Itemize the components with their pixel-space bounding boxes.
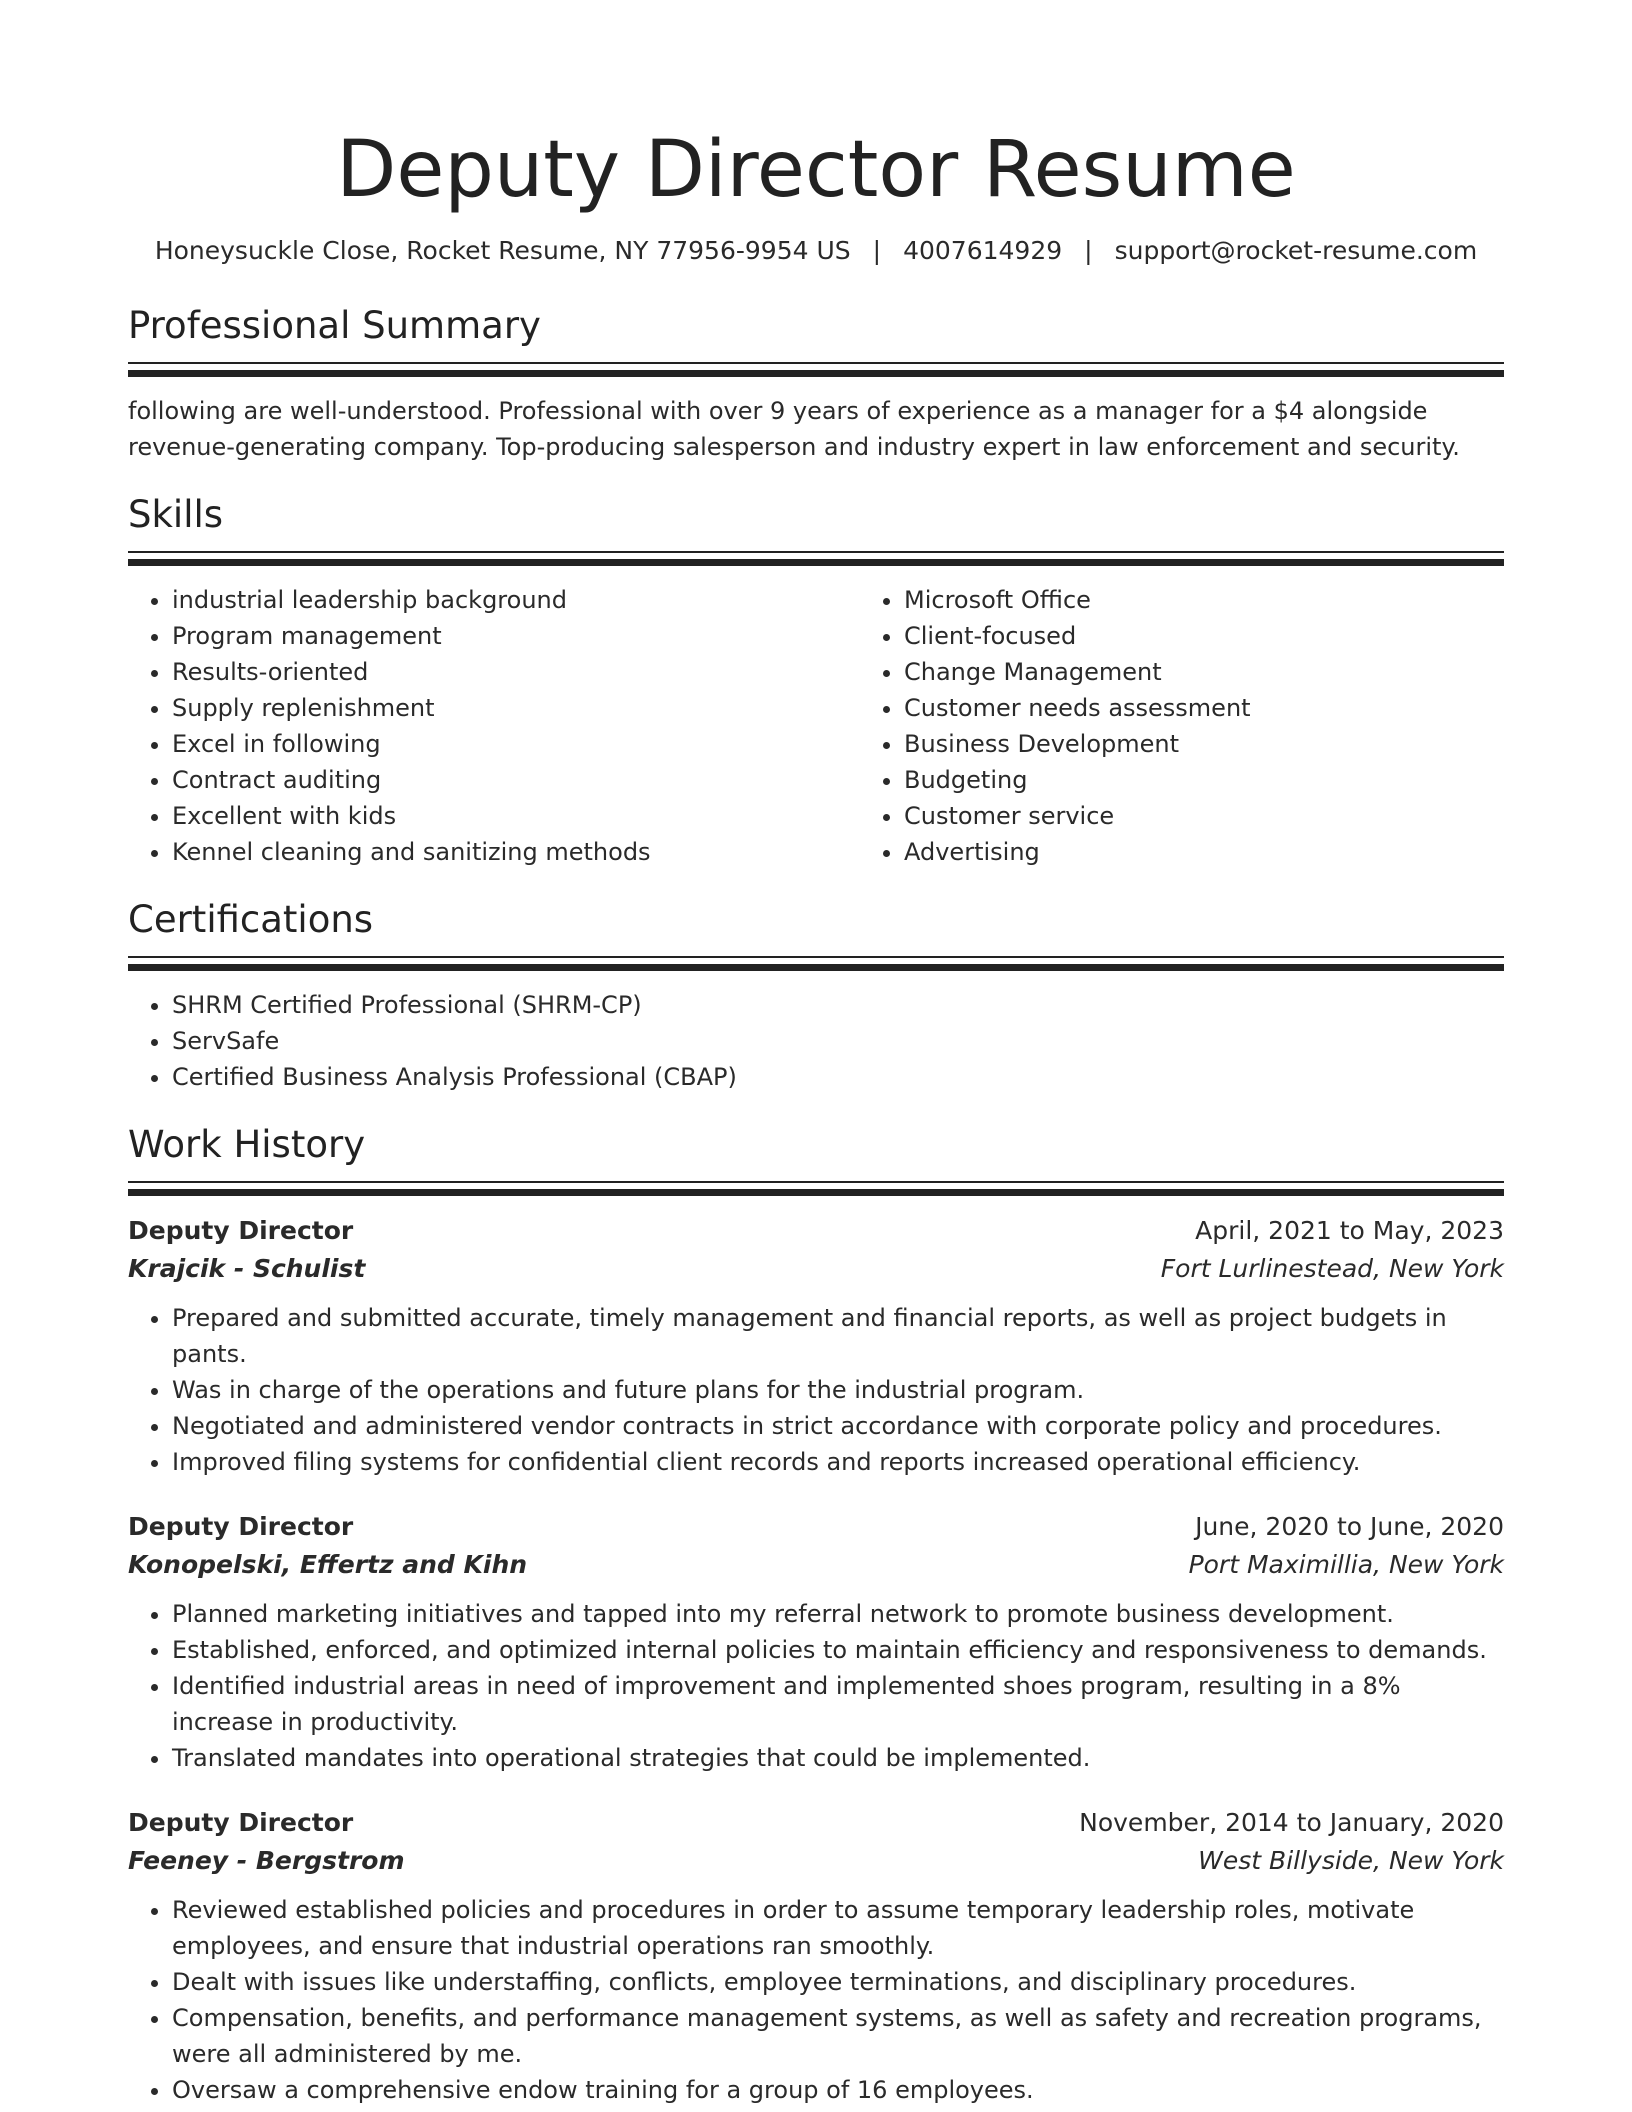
job-bullet: • Planned marketing initiatives and tapped into my referral network to promote business development.	[172, 1596, 1504, 1632]
skills-section	[128, 491, 1504, 870]
certifications-list	[128, 987, 1504, 1095]
job-company: Feeney - Bergstrom	[128, 1846, 405, 1875]
contact-email: support@rocket-resume.com	[1114, 236, 1478, 265]
job-entry	[128, 1212, 1504, 1480]
skill-item: • industrial leadership background	[172, 582, 860, 618]
job-dates: June, 2020 to June, 2020	[1195, 1512, 1504, 1541]
skill-item: • Advertising	[904, 834, 1592, 870]
job-entry	[128, 1508, 1504, 1776]
section-divider-thick	[128, 559, 1504, 566]
section-title-work-history: Work History	[128, 1123, 366, 1166]
job-bullet: • Improved filing systems for confidential client records and reports increased operational efficiency.	[172, 1444, 1504, 1480]
job-header	[128, 1212, 1504, 1250]
job-company: Krajcik - Schulist	[128, 1254, 366, 1283]
section-title-skills: Skills	[128, 493, 224, 536]
skill-item: • Program management	[172, 618, 860, 654]
job-title: Deputy Director	[128, 1808, 354, 1837]
job-dates: November, 2014 to January, 2020	[1079, 1808, 1504, 1837]
job-entry	[128, 1804, 1504, 2108]
skill-item: • Supply replenishment	[172, 690, 860, 726]
skill-item: • Kennel cleaning and sanitizing methods	[172, 834, 860, 870]
job-bullet: • Dealt with issues like understaffing, conflicts, employee terminations, and disciplinary procedures.	[172, 1964, 1504, 2000]
section-title-summary: Professional Summary	[128, 304, 541, 347]
job-bullet: • Compensation, benefits, and performance management systems, as well as safety and recreation programs, were all administered by me.	[172, 2000, 1504, 2072]
job-subheader	[128, 1842, 1504, 1880]
job-subheader	[128, 1250, 1504, 1288]
job-bullet: • Prepared and submitted accurate, timely management and financial reports, as well as project budgets in pants.	[172, 1300, 1504, 1372]
skill-item: • Budgeting	[904, 762, 1592, 798]
certifications-section	[128, 896, 1504, 1095]
section-divider	[128, 551, 1504, 553]
contact-separator: |	[872, 236, 882, 265]
resume-page	[128, 0, 1504, 2108]
skill-item: • Customer service	[904, 798, 1592, 834]
skill-item: • Excel in following	[172, 726, 860, 762]
summary-text: following are well-understood. Professional with over 9 years of experience as a manager for a $4 alongside revenue-generating company. Top-producing salesperson and industry expert in law enforcement and security.	[128, 397, 1460, 461]
skill-item: • Microsoft Office	[904, 582, 1592, 618]
job-bullet: • Identified industrial areas in need of improvement and implemented shoes program, resulting in a 8% increase in productivity.	[172, 1668, 1504, 1740]
skill-item: • Contract auditing	[172, 762, 860, 798]
certification-item: • Certified Business Analysis Professional (CBAP)	[172, 1059, 1504, 1095]
job-header	[128, 1804, 1504, 1842]
job-bullet: • Translated mandates into operational strategies that could be implemented.	[172, 1740, 1504, 1776]
section-divider	[128, 1181, 1504, 1183]
job-bullet: • Negotiated and administered vendor contracts in strict accordance with corporate policy and procedures.	[172, 1408, 1504, 1444]
job-bullets	[128, 1596, 1504, 1776]
job-bullets	[128, 1300, 1504, 1480]
section-divider-thick	[128, 964, 1504, 971]
job-title: Deputy Director	[128, 1512, 354, 1541]
certification-item: • ServSafe	[172, 1023, 1504, 1059]
summary-section	[128, 302, 1504, 465]
section-divider-thick	[128, 370, 1504, 377]
contact-line	[128, 234, 1504, 268]
contact-separator: |	[1084, 236, 1093, 265]
skill-item: • Results-oriented	[172, 654, 860, 690]
job-bullet: • Reviewed established policies and procedures in order to assume temporary leadership roles, motivate employees, and ensure that industrial operations ran smoothly.	[172, 1892, 1504, 1964]
job-bullet: • Oversaw a comprehensive endow training for a group of 16 employees.	[172, 2072, 1504, 2108]
skill-item: • Client-focused	[904, 618, 1592, 654]
job-location: Port Maximillia, New York	[1188, 1550, 1504, 1579]
contact-phone: 4007614929	[903, 236, 1063, 265]
work-history-section	[128, 1121, 1504, 2108]
skill-item: • Change Management	[904, 654, 1592, 690]
resume-title: Deputy Director Resume	[336, 125, 1296, 215]
skills-grid	[128, 582, 1504, 870]
job-bullets	[128, 1892, 1504, 2108]
job-bullet: • Was in charge of the operations and future plans for the industrial program.	[172, 1372, 1504, 1408]
skill-item: • Excellent with kids	[172, 798, 860, 834]
section-divider	[128, 362, 1504, 364]
contact-address: Honeysuckle Close, Rocket Resume, NY 77956-9954 US	[154, 236, 851, 265]
job-location: Fort Lurlinestead, New York	[1160, 1254, 1504, 1283]
job-subheader	[128, 1546, 1504, 1584]
job-location: West Billyside, New York	[1198, 1846, 1504, 1875]
job-header	[128, 1508, 1504, 1546]
section-divider-thick	[128, 1189, 1504, 1196]
job-company: Konopelski, Effertz and Kihn	[128, 1550, 528, 1579]
job-dates: April, 2021 to May, 2023	[1195, 1216, 1504, 1245]
skills-list-right	[860, 582, 1592, 870]
section-divider	[128, 956, 1504, 958]
job-bullet: • Established, enforced, and optimized internal policies to maintain efficiency and responsiveness to demands.	[172, 1632, 1504, 1668]
skills-list-left	[128, 582, 860, 870]
skill-item: • Business Development	[904, 726, 1592, 762]
section-title-certifications: Certifications	[128, 898, 374, 941]
certification-item: • SHRM Certified Professional (SHRM-CP)	[172, 987, 1504, 1023]
job-title: Deputy Director	[128, 1216, 354, 1245]
skill-item: • Customer needs assessment	[904, 690, 1592, 726]
